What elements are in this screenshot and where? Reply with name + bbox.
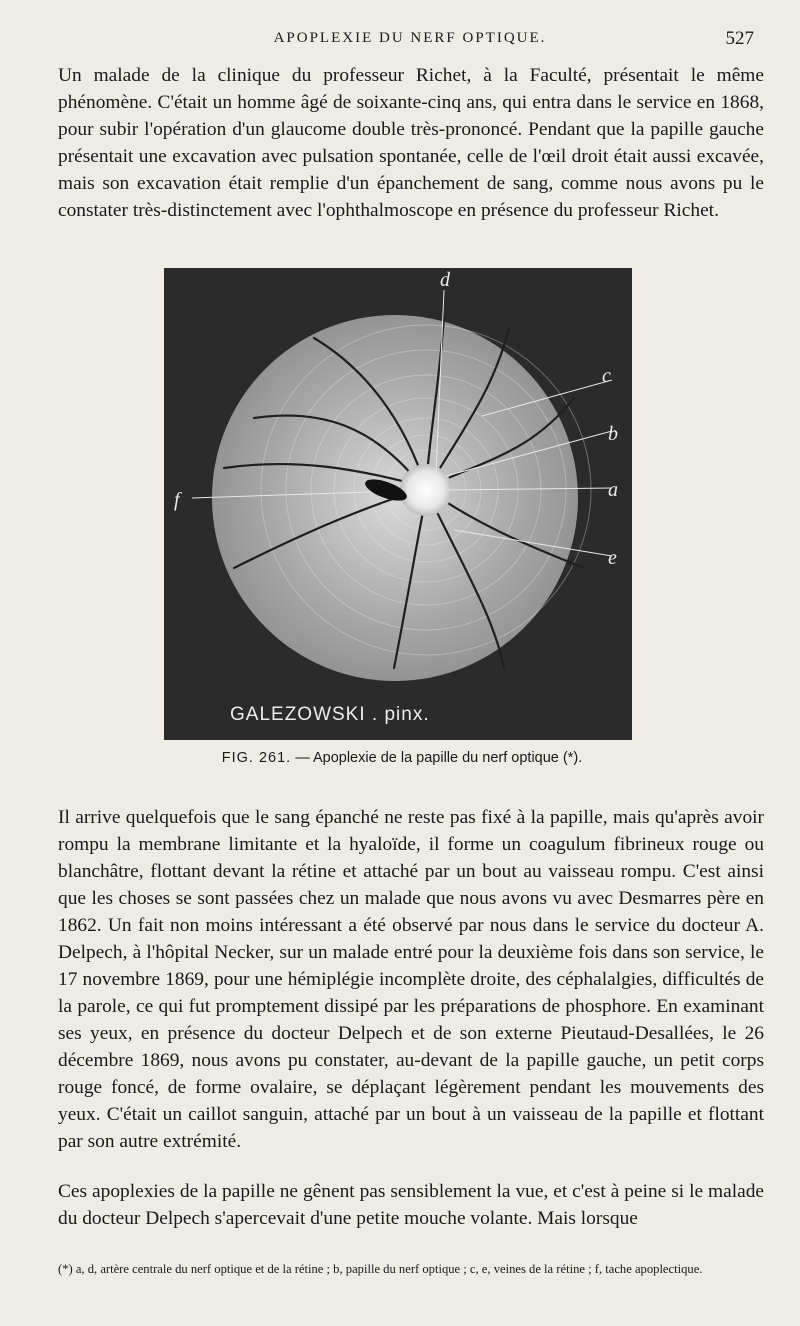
label-b: b (608, 423, 618, 445)
running-head (60, 28, 760, 54)
label-e: e (608, 547, 617, 569)
artist-signature: GALEZOWSKI . pinx. (230, 704, 430, 725)
label-d: d (440, 269, 450, 291)
figure-caption (168, 750, 636, 766)
paragraph-1: Un malade de la clinique du professeur Richet, à la Faculté, présentait le même phénomène. C'était un homme âgé de soixante-cinq ans, qui entra dans le service en 1868, pour subir l'opération d'un glaucome double très-prononcé. Pendant que la papille gauche présentait une excavation avec pulsation spontanée, celle de l'œil droit était aussi excavée, mais son excavation était remplie d'un épanchement de sang, comme nous avons pu le constater très-distinctement avec l'ophthalmoscope en présence du professeur Richet. (58, 65, 764, 221)
running-title: APOPLEXIE DU NERF OPTIQUE. (273, 30, 547, 46)
label-a: a (608, 479, 618, 501)
caption-text: — Apoplexie de la papille du nerf optique (*). (291, 750, 583, 766)
fundus-drawing (164, 268, 632, 740)
fundus-illustration (164, 268, 632, 740)
page-number: 527 (725, 28, 754, 49)
paragraph-2: Il arrive quelquefois que le sang épanché ne reste pas fixé à la papille, mais qu'après avoir rompu la membrane limitante et la hyaloïde, il forme un coagulum fibrineux rouge ou blanchâtre, flottant devant la rétine et attaché par un bout au vaisseau rompu. C'est ainsi que les choses se sont passées chez un malade que nous avons vu avec Desmarres père en 1862. Un fait non moins intéressant a été observé par nous dans le service du docteur A. Delpech, à l'hôpital Necker, sur un malade entré pour la deuxième fois dans son service, le 17 novembre 1869, pour une hémiplégie incomplète droite, des céphalalgies, difficultés de la parole, ce qui fut promptement dissipé par les préparations de phosphore. En examinant ses yeux, en présence du docteur Delpech et de son externe Pieutaud-Desallées, le 26 décembre 1869, nous avons pu constater, au-devant de la papille gauche, un petit corps rouge foncé, de forme ovalaire, se déplaçant légèrement pendant les mouvements des yeux. C'était un caillot sanguin, attaché par un bout à un vaisseau de la papille et flottant par son autre extrémité. (58, 807, 764, 1152)
optic-disc (400, 464, 452, 516)
footnote: (*) a, d, artère centrale du nerf optique et de la rétine ; b, papille du nerf optique ; c, e, veines de la rétine ; f, tache apoplectique. (58, 1262, 703, 1276)
figure-number: FIG. 261. (221, 750, 292, 766)
paragraph-3: Ces apoplexies de la papille ne gênent pas sensiblement la vue, et c'est à peine si le malade du docteur Delpech s'apercevait d'une petite mouche volante. Mais lorsque (58, 1181, 764, 1229)
label-c: c (602, 365, 611, 387)
label-f: f (174, 489, 180, 511)
